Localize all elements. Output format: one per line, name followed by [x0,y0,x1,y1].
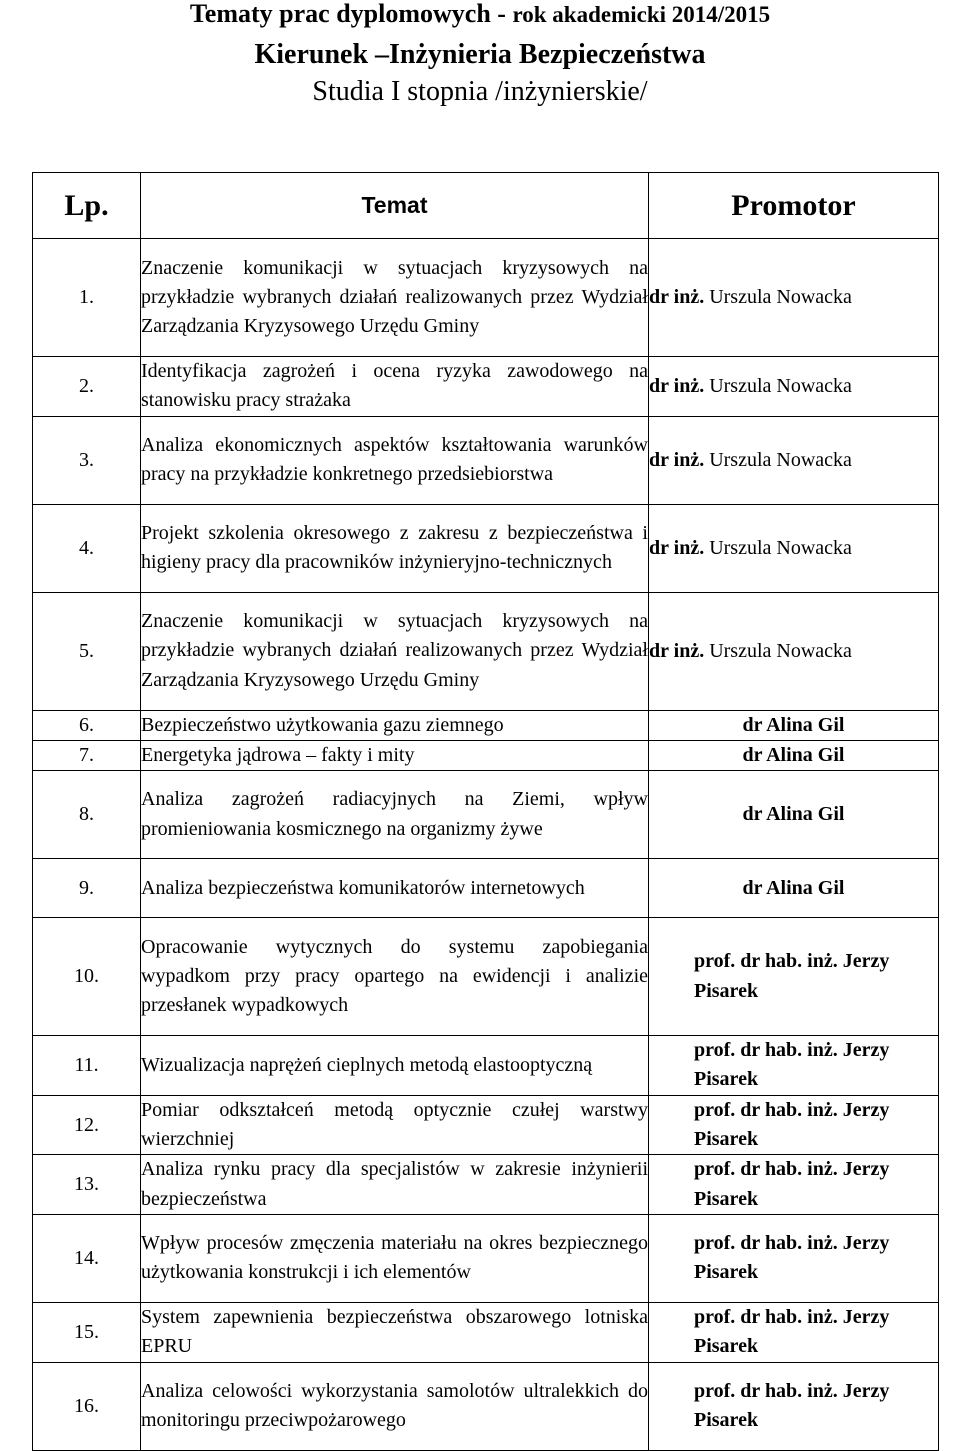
row-number: 5. [33,592,141,710]
supervisor [649,239,939,357]
table-header-row [33,173,939,239]
study-level: Studia I stopnia /inżynierskie/ [312,76,648,107]
row-number: 10. [33,918,141,1036]
supervisor: dr Alina Gil [649,771,939,859]
supervisor [649,1155,939,1215]
supervisor [649,416,939,504]
supervisor [649,1214,939,1302]
supervisor-name: Urszula Nowacka [704,639,852,662]
table-row [33,710,939,740]
supervisor-degree: dr inż. [649,286,705,308]
topic-title: System zapewnienia bezpieczeństwa obszarowego lotniska EPRU [141,1302,649,1362]
topic-title: Identyfikacja zagrożeń i ocena ryzyka zawodowego na stanowisku pracy strażaka [141,357,649,417]
table-row [33,918,939,1036]
field-of-study: Kierunek –Inżynieria Bezpieczeństwa [254,39,706,70]
topic-title: Bezpieczeństwo użytkowania gazu ziemnego [141,710,649,740]
table-row [33,592,939,710]
column-header-lp: Lp. [33,173,141,239]
row-number: 14. [33,1214,141,1302]
topic-title: Projekt szkolenia okresowego z zakresu z bezpieczeństwa i higieny pracy dla pracowników inżynieryjno-technicznych [141,504,649,592]
supervisor-degree: dr inż. [649,639,705,662]
supervisor-surname: Pisarek [694,1261,759,1284]
topic-title: Wizualizacja naprężeń cieplnych metodą elastooptyczną [141,1036,649,1096]
supervisor-title: prof. dr hab. inż. Jerzy [694,1158,890,1181]
supervisor-name: Urszula Nowacka [704,374,852,397]
row-number: 7. [33,740,141,770]
supervisor-title: prof. dr hab. inż. Jerzy [694,1039,890,1062]
row-number: 4. [33,504,141,592]
topic-title: Analiza ekonomicznych aspektów kształtowania warunków pracy na przykładzie konkretnego przedsiebiorstwa [141,416,649,504]
supervisor-title: prof. dr hab. inż. Jerzy [694,1379,890,1402]
row-number: 13. [33,1155,141,1215]
table-row [33,771,939,859]
supervisor [649,918,939,1036]
supervisor: dr Alina Gil [649,740,939,770]
topic-title: Analiza zagrożeń radiacyjnych na Ziemi, wpływ promieniowania kosmicznego na organizmy żywe [141,771,649,859]
topic-title: Znaczenie komunikacji w sytuacjach kryzysowych na przykładzie wybranych działań realizowanych przez Wydział Zarządzania Kryzysowego Urzędu Gminy [141,239,649,357]
table-row [33,1302,939,1362]
supervisor: dr Alina Gil [649,710,939,740]
table-row [33,239,939,357]
topic-title: Opracowanie wytycznych do systemu zapobiegania wypadkom przy pracy opartego na ewidencji i analizie przesłanek wypadkowych [141,918,649,1036]
supervisor-surname: Pisarek [694,1335,759,1358]
supervisor-title: prof. dr hab. inż. Jerzy [694,950,890,973]
table-row [33,504,939,592]
topic-title: Pomiar odkształceń metodą optycznie czułej warstwy wierzchniej [141,1095,649,1155]
supervisor-name: Urszula Nowacka [704,536,852,559]
table-row [33,1155,939,1215]
title-academic-year: rok akademicki 2014/2015 [512,2,771,27]
supervisor [649,1302,939,1362]
title-main: Tematy prac dyplomowych - [189,0,513,28]
thesis-topics-table [32,172,939,1451]
topic-title: Analiza celowości wykorzystania samolotów ultralekkich do monitoringu przeciwpożarowego [141,1362,649,1450]
table-row [33,416,939,504]
row-number: 15. [33,1302,141,1362]
supervisor [649,592,939,710]
supervisor-title: prof. dr hab. inż. Jerzy [694,1098,890,1121]
row-number: 6. [33,710,141,740]
supervisor-name: Urszula Nowacka [704,286,852,308]
document-title [0,0,960,36]
table-row [33,1214,939,1302]
supervisor-title: prof. dr hab. inż. Jerzy [694,1305,890,1328]
topic-title: Znaczenie komunikacji w sytuacjach kryzysowych na przykładzie wybranych działań realizowanych przez Wydział Zarządzania Kryzysowego Urzędu Gminy [141,592,649,710]
row-number: 12. [33,1095,141,1155]
supervisor-title: prof. dr hab. inż. Jerzy [694,1232,890,1255]
row-number: 1. [33,239,141,357]
row-number: 2. [33,357,141,417]
supervisor [649,504,939,592]
table-row [33,740,939,770]
supervisor-degree: dr inż. [649,448,705,471]
table-row [33,1095,939,1155]
table-row [33,859,939,918]
supervisor [649,357,939,417]
row-number: 9. [33,859,141,918]
supervisor-name: Urszula Nowacka [704,448,852,471]
table-row [33,357,939,417]
supervisor: dr Alina Gil [649,859,939,918]
table-row [33,1362,939,1450]
supervisor-degree: dr inż. [649,536,705,559]
column-header-promotor: Promotor [649,173,939,239]
supervisor [649,1095,939,1155]
row-number: 16. [33,1362,141,1450]
supervisor-surname: Pisarek [694,1187,759,1210]
row-number: 11. [33,1036,141,1096]
topic-title: Wpływ procesów zmęczenia materiału na okres bezpiecznego użytkowania konstrukcji i ich elementów [141,1214,649,1302]
document-header [0,0,960,110]
supervisor-surname: Pisarek [694,979,759,1002]
topic-title: Analiza rynku pracy dla specjalistów w zakresie inżynierii bezpieczeństwa [141,1155,649,1215]
row-number: 3. [33,416,141,504]
table-row [33,1036,939,1096]
topic-title: Energetyka jądrowa – fakty i mity [141,740,649,770]
row-number: 8. [33,771,141,859]
supervisor [649,1036,939,1096]
supervisor [649,1362,939,1450]
supervisor-surname: Pisarek [694,1068,759,1091]
column-header-temat: Temat [141,173,649,239]
supervisor-surname: Pisarek [694,1128,759,1151]
supervisor-surname: Pisarek [694,1409,759,1432]
topic-title: Analiza bezpieczeństwa komunikatorów internetowych [141,859,649,918]
supervisor-degree: dr inż. [649,374,705,397]
